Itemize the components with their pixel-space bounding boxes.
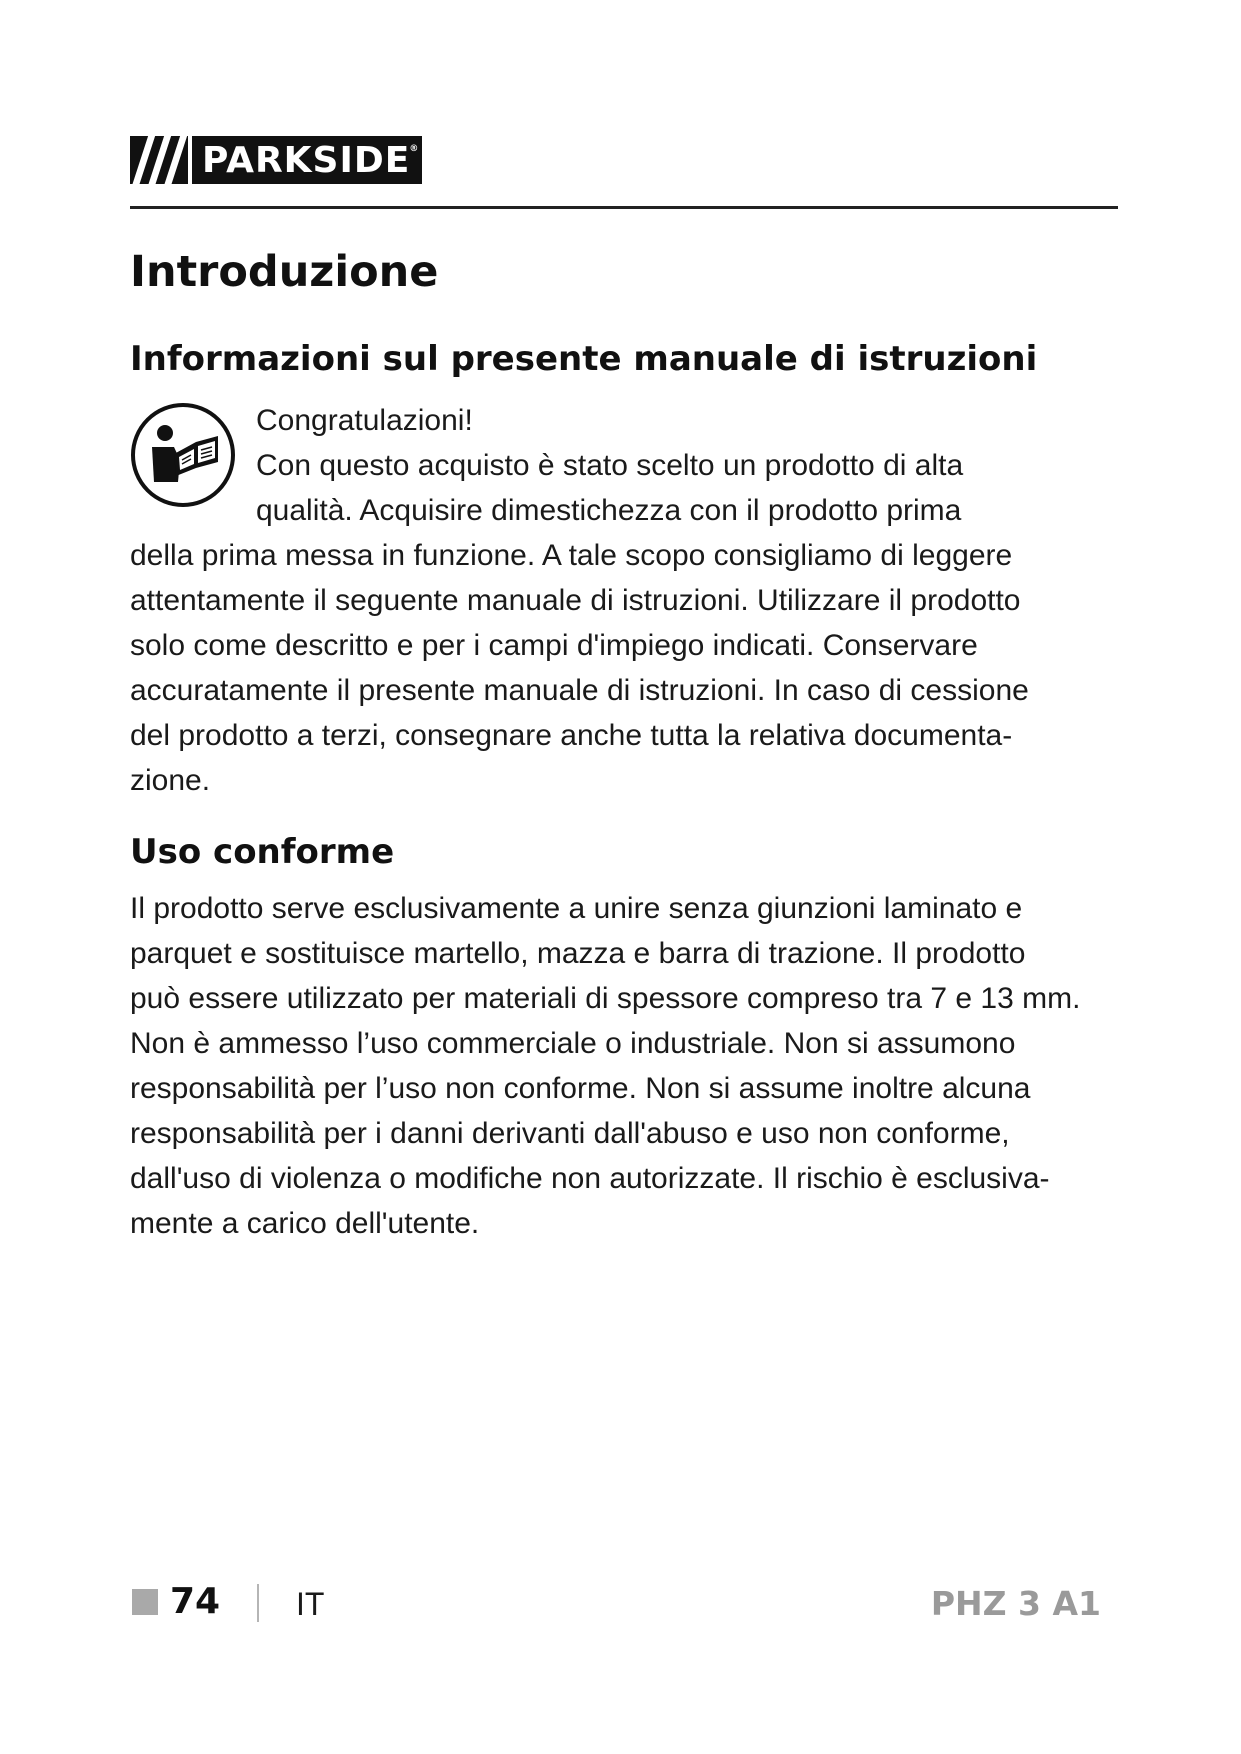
intro-paragraph-indented (256, 398, 1116, 533)
logo-slashes (130, 136, 188, 184)
parkside-logo (130, 136, 422, 184)
paragraph-line: zione. (130, 764, 211, 797)
paragraph-line: dall'uso di violenza o modifiche non autorizzate. Il rischio è esclusiva- (130, 1162, 1050, 1195)
paragraph-line: qualità. Acquisire dimestichezza con il prodotto prima (256, 494, 962, 527)
paragraph-line: mente a carico dell'utente. (130, 1207, 480, 1240)
paragraph-line: della prima messa in funzione. A tale scopo consigliamo di leggere (130, 539, 1013, 572)
footer-divider (257, 1584, 259, 1622)
intro-paragraph (130, 533, 1120, 803)
paragraph-line: Con questo acquisto è stato scelto un prodotto di alta (256, 449, 964, 482)
language-code: IT (296, 1586, 325, 1622)
intended-use-paragraph (130, 886, 1120, 1246)
brand-name: PARKSIDE (202, 139, 411, 181)
page-title: Introduzione (130, 247, 439, 297)
section-title-manual-info: Informazioni sul presente manuale di istruzioni (130, 339, 1038, 379)
paragraph-line: del prodotto a terzi, consegnare anche tutta la relativa documenta- (130, 719, 1013, 752)
section-title-intended-use: Uso conforme (130, 832, 395, 872)
model-number: PHZ 3 A1 (930, 1584, 1101, 1623)
paragraph-line: responsabilità per l’uso non conforme. Non si assume inoltre alcuna (130, 1072, 1031, 1105)
logo-wordmark (192, 136, 422, 184)
footer-marker-square (132, 1589, 158, 1615)
header-rule (130, 206, 1118, 209)
paragraph-line: attentamente il seguente manuale di istruzioni. Utilizzare il prodotto (130, 584, 1021, 617)
paragraph-line: può essere utilizzato per materiali di spessore compreso tra 7 e 13 mm. (130, 982, 1081, 1015)
paragraph-line: responsabilità per i danni derivanti dall'abuso e uso non conforme, (130, 1117, 1010, 1150)
paragraph-line: Il prodotto serve esclusivamente a unire senza giunzioni laminato e (130, 892, 1023, 925)
paragraph-line: Non è ammesso l’uso commerciale o industriale. Non si assumono (130, 1027, 1016, 1060)
brand-registered-mark: ® (409, 144, 420, 154)
paragraph-line: accuratamente il presente manuale di istruzioni. In caso di cessione (130, 674, 1029, 707)
paragraph-line: solo come descritto e per i campi d'impiego indicati. Conservare (130, 629, 978, 662)
read-manual-icon (130, 402, 236, 508)
paragraph-line: Congratulazioni! (256, 404, 473, 437)
paragraph-line: parquet e sostituisce martello, mazza e barra di trazione. Il prodotto (130, 937, 1026, 970)
page-number: 74 (170, 1581, 221, 1622)
